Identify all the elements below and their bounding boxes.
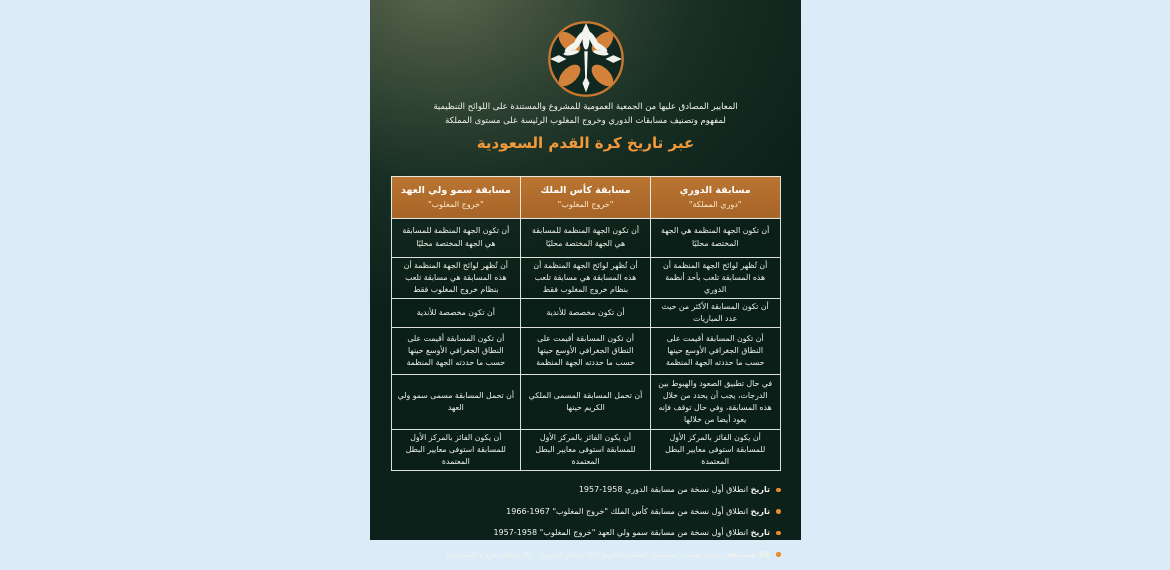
bullet-dot-icon — [776, 488, 781, 493]
footnotes — [391, 484, 781, 570]
infographic-panel — [370, 0, 801, 559]
page-title: عبر تاريخ كرة القدم السعودية — [476, 133, 695, 152]
bullet-dot-icon — [776, 531, 781, 536]
note-lead: تاريخ — [750, 528, 770, 538]
table-row — [391, 429, 780, 470]
column-header-kings-cup — [521, 176, 651, 218]
column-title: مسابقة الدوري — [679, 185, 751, 197]
column-subtitle: "دوري المملكة" — [688, 199, 742, 209]
table-row — [391, 327, 780, 374]
note-lead: 66 مسابقة — [726, 549, 770, 559]
note-rest: انطلاق أول نسخة من مسابقة سمو ولي العهد "خروج المغلوب" 1958-1957 — [493, 528, 749, 538]
note-rest: انطلاق أول نسخة من مسابقة كأس الملك "خروج المغلوب" 1967-1966 — [506, 506, 749, 516]
table-cell: أن تكون مخصصة للأندية — [391, 298, 521, 327]
table-cell: أن تكون المسابقة الأكثر من حيث عدد المباريات — [650, 298, 780, 327]
column-header-league — [650, 176, 780, 218]
intro-text — [433, 101, 737, 129]
column-title: مسابقة سمو ولي العهد — [400, 185, 511, 197]
table-cell: في حال تطبيق الصعود والهبوط بين الدرجات، يجب أن يحدد من خلال هذه المسابقة، وفي حال توقف فإنه يعود أيضا من خلالها — [650, 374, 780, 429]
table-cell: أن يكون الفائز بالمركز الأول للمسابقة استوفى معايير البطل المعتمدة — [391, 429, 521, 470]
table-cell: أن تُظهر لوائح الجهة المنظمة أن هذه المسابقة هي مسابقة تلعب بنظام خروج المغلوب فقط — [391, 257, 521, 298]
note-text — [493, 527, 770, 539]
bullet-dot-icon — [776, 552, 781, 557]
table-cell: أن تحمل المسابقة المسمى الملكي الكريم حينها — [521, 374, 651, 429]
intro-line-2: لمفهوم وتصنيف مسابقات الدوري وخروج المغلوب الرئيسة على مستوى المملكة — [445, 115, 726, 126]
table-cell: أن تكون الجهة المنظمة للمسابقة هي الجهة المختصة محليًا — [521, 218, 651, 257]
table-row — [391, 218, 780, 257]
bullet-dot-icon — [776, 509, 781, 514]
note-item — [391, 527, 781, 539]
table-cell: أن تكون المسابقة أقيمت على النطاق الجغرافي الأوسع حينها حسب ما حددته الجهة المنظمة — [650, 327, 780, 374]
note-text — [506, 506, 770, 518]
intro-line-1: المعايير المصادق عليها من الجمعية العمومية للمشروع والمستندة على اللوائح التنظيمية — [433, 102, 738, 112]
note-lead: تاريخ — [750, 485, 770, 495]
table-cell: أن يكون الفائز بالمركز الأول للمسابقة استوفى معايير البطل المعتمدة — [521, 429, 651, 470]
note-item — [391, 484, 781, 496]
note-text — [446, 549, 770, 561]
table-header-row — [391, 176, 780, 218]
table-cell: أن تكون الجهة المنظمة هي الجهة المختصة محليًا — [650, 218, 780, 257]
table-row — [391, 257, 780, 298]
table-cell: أن تحمل المسابقة مسمى سمو ولي العهد — [391, 374, 521, 429]
table-row — [391, 298, 780, 327]
saudi-football-federation-emblem-icon — [547, 20, 625, 98]
table-cell: أن تكون مخصصة للأندية — [521, 298, 651, 327]
table-cell: أن تُظهر لوائح الجهة المنظمة أن هذه المسابقة هي مسابقة تلعب بنظام خروج المغلوب فقط — [521, 257, 651, 298]
table-cell: أن تكون الجهة المنظمة للمسابقة هي الجهة المختصة محليًا — [391, 218, 521, 257]
table-row — [391, 374, 780, 429]
table-cell: أن تكون المسابقة أقيمت على النطاق الجغرافي الأوسع حينها حسب ما حددته الجهة المنظمة — [521, 327, 651, 374]
note-rest: رئيسة حملت المسمى الملكي الكريم (30 بنظام الدوري ، 36 بنظام خروج المغلوب) — [446, 549, 724, 559]
note-text — [579, 484, 770, 496]
table-cell: أن تكون المسابقة أقيمت على النطاق الجغرافي الأوسع حينها حسب ما حددته الجهة المنظمة — [391, 327, 521, 374]
column-subtitle: "خروج المغلوب" — [557, 199, 614, 209]
column-header-crown-prince-cup — [391, 176, 521, 218]
note-lead: تاريخ — [750, 506, 770, 516]
note-item — [391, 549, 781, 561]
note-item — [391, 506, 781, 518]
column-subtitle: "خروج المغلوب" — [427, 199, 484, 209]
table-cell: أن تُظهر لوائح الجهة المنظمة أن هذه المسابقة تلعب بأحد أنظمة الدوري — [650, 257, 780, 298]
column-title: مسابقة كأس الملك — [540, 185, 631, 197]
table-cell: أن يكون الفائز بالمركز الأول للمسابقة استوفى معايير البطل المعتمدة — [650, 429, 780, 470]
criteria-table — [391, 176, 781, 472]
note-rest: انطلاق أول نسخة من مسابقة الدوري 1958-1957 — [578, 485, 749, 495]
